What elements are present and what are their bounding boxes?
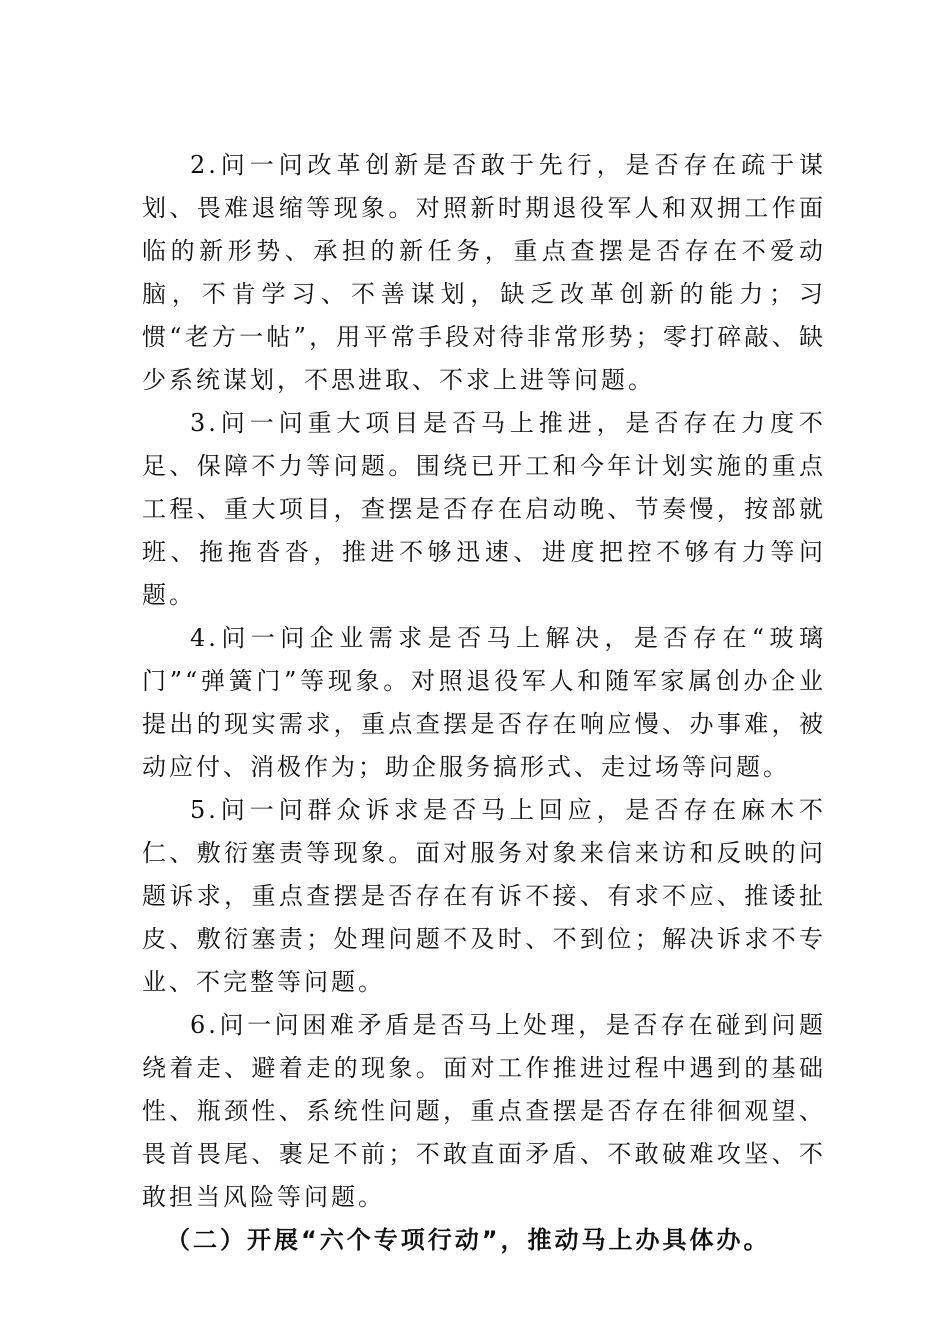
paragraph-item-3: 3.问一问重大项目是否马上推进，是否存在力度不足、保障不力等问题。围绕已开工和今年计划实施的重点工程、重大项目，查摆是否存在启动晚、节奏慢，按部就班、拖拖沓沓，推进不够迅速、进度把控不够有力等问题。 <box>142 409 826 609</box>
paragraph-item-2: 2.问一问改革创新是否敢于先行，是否存在疏于谋划、畏难退缩等现象。对照新时期退役军人和双拥工作面临的新形势、承担的新任务，重点查摆是否存在不爱动脑，不肯学习、不善谋划，缺乏改革创新的能力；习惯“老方一帖”，用平常手段对待非常形势；零打碎敲、缺少系统谋划，不思进取、不求上进等问题。 <box>142 151 826 394</box>
paragraph-item-4: 4.问一问企业需求是否马上解决，是否存在“玻璃门”“弹簧门”等现象。对照退役军人和随军家属创办企业提出的现实需求，重点查摆是否存在响应慢、办事难，被动应付、消极作为；助企服务搞形式、走过场等问题。 <box>142 624 826 781</box>
paragraph-item-5: 5.问一问群众诉求是否马上回应，是否存在麻木不仁、敷衍塞责等现象。面对服务对象来信来访和反映的问题诉求，重点查摆是否存在有诉不接、有求不应、推诿扯皮、敷衍塞责；处理问题不及时、不到位；解决诉求不专业、不完整等问题。 <box>142 796 826 996</box>
document-page <box>142 144 826 1262</box>
section-heading: （二）开展“六个专项行动”，推动马上办具体办。 <box>166 1226 771 1254</box>
paragraph-item-6: 6.问一问困难矛盾是否马上处理，是否存在碰到问题绕着走、避着走的现象。面对工作推进过程中遇到的基础性、瓶颈性、系统性问题，重点查摆是否存在徘徊观望、畏首畏尾、裹足不前；不敢直面矛盾、不敢破难攻坚、不敢担当风险等问题。 <box>142 1011 826 1211</box>
